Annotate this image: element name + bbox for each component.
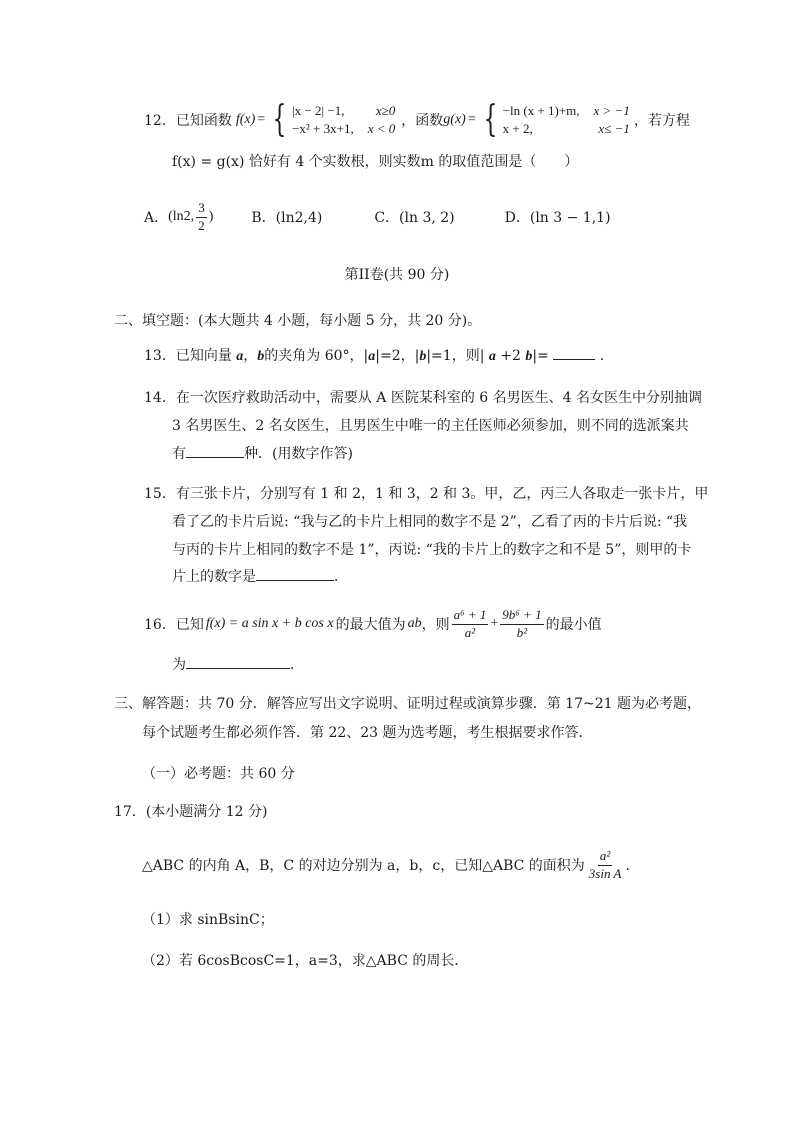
q16-frac2 [500,608,543,641]
option-a[interactable] [144,201,213,234]
q12-f-of-x: f(x) [235,112,256,127]
option-a-pre: (ln2, [168,209,195,224]
q16-post: 的最小值 [545,617,602,633]
q13-text5: +2 [495,348,526,364]
q13-comma: ， [243,348,258,364]
q16-mid: 的最大值为 [335,617,406,633]
option-b[interactable]: B．(ln2,4) [251,210,323,226]
q14-line1: 14．在一次医疗救助活动中，需要从 A 医院某科室的 6 名男医生、4 名女医生中分别抽调 [144,390,702,406]
q16-expr: f(x) = a sin x + b cos x [205,616,334,631]
q13-text4: |=1，则| [426,348,485,364]
section3-line2: 每个试题考生都必须作答．第 22、23 题为选考题，考生根据要求作答． [142,725,593,741]
option-a-den: 2 [198,217,205,233]
answer-blank[interactable] [256,566,334,581]
q12-eq2: = [467,112,476,127]
q13 [144,345,614,365]
q14-line2: 3 名男医生、2 名女医生，且男医生中唯一的主任医师必须参加，则不同的选派案共 [172,418,689,434]
q17-stem-pre: △ABC 的内角 A，B，C 的对边分别为 a，b，c，已知△ABC 的面积为 [142,858,585,874]
q15-line4 [172,566,348,586]
option-c[interactable]: C．(ln 3, 2) [374,210,455,226]
f-case2-cond: x < 0 [367,121,396,136]
vector-b: b [419,349,427,364]
q12-line2: f(x) = g(x) 恰好有 4 个实数根，则实数m 的取值范围是（ ） [172,154,579,170]
g-case2-cond: x≤ −1 [598,121,630,136]
q12-g-of-x: g(x) [443,112,466,127]
q17-part2: （2）若 6cosBcosC=1，a=3，求△ABC 的周长． [142,953,469,969]
answer-blank[interactable] [553,345,595,360]
section3-line1: 三、解答题：共 70 分．解答应写出文字说明、证明过程或演算步骤．第 17~21 题为必考题， [114,696,701,712]
q16-frac2-den: b² [516,624,528,640]
q17-stem-post: ． [625,858,640,874]
q12-f-cases [267,99,396,140]
q13-text1: 已知向量 [175,348,232,364]
f-case1-cond: x≥0 [375,103,396,118]
q12-eq: = [257,112,266,127]
q13-text6: |= [532,348,549,364]
part2-heading: 第II卷(共 90 分) [344,267,450,283]
q12-g-cases [478,99,630,140]
q13-text3: |=2，| [375,348,420,364]
q14-line3 [172,443,353,463]
q17-frac [587,849,624,882]
answer-blank[interactable] [186,654,290,669]
option-a-label: A． [144,210,169,226]
q17-part1: （1）求 sinBsinC； [142,912,274,928]
q16-ab: ab [407,616,422,631]
left-brace-icon: { [272,99,287,140]
q16-frac2-num: 9b⁶ + 1 [500,608,543,625]
q16-frac1-den: a² [464,624,476,640]
q17-frac-den: 3sin A [588,865,622,881]
q15-line2: 看了乙的卡片后说: “我与乙的卡片上相同的数字不是 2”，乙看了丙的卡片后说: “我 [172,514,688,530]
q16-frac1-num: a⁶ + 1 [452,608,489,625]
q12-line1 [144,97,690,143]
f-case2-expr: −x² + 3x+1, [292,121,354,136]
q17-stem [142,842,639,888]
answer-blank[interactable] [186,443,244,458]
q15-line4-pre: 片上的数字是 [172,569,256,585]
q12-options [144,197,611,237]
q16-frac1 [452,608,489,641]
q17-frac-num: a² [598,849,612,866]
section2-heading: 二、填空题：(本大题共 4 小题，每小题 5 分，共 20 分)。 [114,313,482,329]
q14-line3-post: 种．(用数字作答) [244,446,353,462]
q16-line1 [144,602,602,646]
vector-a: a [488,349,496,364]
q16-plus: + [490,616,499,631]
option-a-post: ) [208,209,214,224]
g-case1-cond: x > −1 [593,103,630,118]
vector-b: b [525,349,533,364]
q12-number: 12． [144,113,176,129]
q15-line4-post: ． [334,569,348,585]
required-subheading: （一）必考题：共 60 分 [142,766,295,782]
q17-header: 17．(本小题满分 12 分) [114,804,268,820]
q15-line1: 15．有三张卡片，分别写有 1 和 2，1 和 3，2 和 3。甲，乙，丙三人各取走一张卡片，甲 [144,486,709,502]
option-d[interactable]: D．(ln 3 − 1,1) [504,210,611,226]
q16-pre: 16．已知 [144,617,204,633]
vector-a: a [236,349,244,364]
q16-comma: ，则 [421,617,450,633]
q12-lead: 已知函数 [175,113,232,129]
left-brace-icon: { [483,99,498,140]
q16-line2-pre: 为 [172,657,186,673]
q14-line3-pre: 有 [172,446,186,462]
q16-line2-post: ． [290,657,304,673]
q12-mid: ，函数 [401,113,444,129]
q15-line3: 与丙的卡片上相同的数字不是 1”，丙说: “我的卡片上的数字之和不是 5”，则甲的卡 [172,542,692,558]
g-case2-expr: x + 2, [502,121,533,136]
g-case1-expr: −ln (x + 1)+m, [502,103,580,118]
q13-end: ． [599,348,614,364]
q13-text2: 的夹角为 60°，| [264,348,369,364]
f-case1-expr: |x − 2| −1, [292,103,345,118]
q12-tail: ，若方程 [633,113,690,129]
q13-number: 13． [144,348,176,364]
vector-b: b [257,349,265,364]
vector-a: a [368,349,376,364]
q16-line2 [172,654,304,674]
option-a-num: 3 [196,201,207,218]
